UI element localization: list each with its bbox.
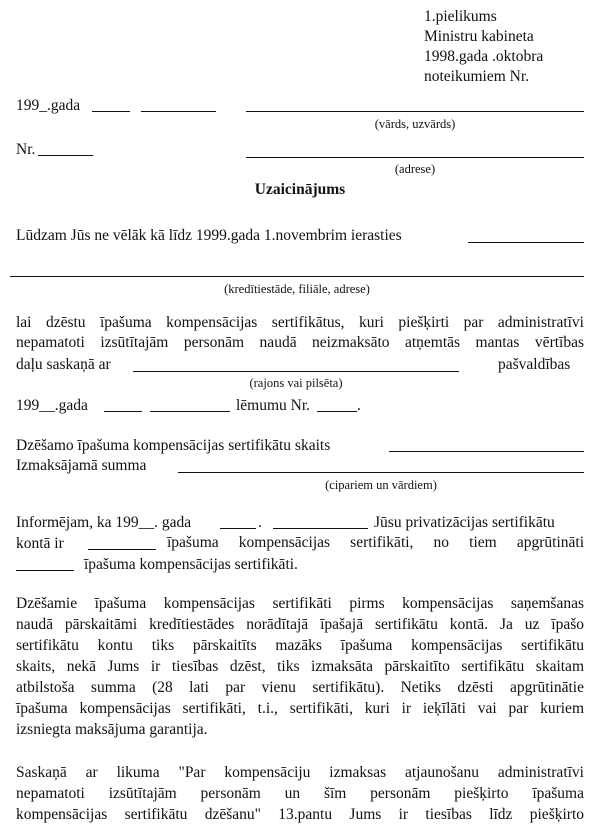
annex-line-3: 1998.gada .oktobra [424, 48, 544, 65]
nr-blank [38, 155, 93, 156]
decision-number-blank [317, 411, 357, 412]
law-line: Saskaņā ar likuma "Par kompensāciju izmaksas atjaunošanu administratīvi [16, 764, 584, 781]
date-day-blank [92, 111, 130, 112]
rules-line: skaits, nekā Jums ir tiesības dzēst, tiks izmaksāta pārskaitīto sertifikātu skaitam [16, 658, 584, 675]
name-field-line [246, 111, 584, 112]
info-month-blank [273, 528, 368, 529]
info-day-blank [220, 528, 256, 529]
nr-label: Nr. [16, 141, 36, 158]
rules-line: Dzēšamie īpašuma kompensācijas sertifikāti pirms kompensācijas saņemšanas [16, 595, 584, 612]
decision-day-blank [104, 411, 142, 412]
info-line-2-end: īpašuma kompensācijas sertifikāti, no tiem apgrūtināti [167, 534, 584, 551]
info-line-3-end: īpašuma kompensācijas sertifikāti. [84, 556, 298, 573]
rules-line: naudā pārskaitāmi kredītiestādes norādītajā īpašajā sertifikātu kontā. Ja uz īpašo [16, 616, 584, 633]
name-caption: (vārds, uzvārds) [374, 117, 456, 131]
address-field-line [246, 157, 584, 158]
decision-period: . [357, 397, 361, 414]
info-line-2-start: kontā ir [16, 535, 64, 552]
info-count-blank [88, 549, 156, 550]
info-line-1-end: Jūsu privatizācijas sertifikātu [374, 514, 555, 531]
decision-date-prefix: 199__.gada [16, 397, 88, 414]
info-period: . [258, 514, 262, 531]
rules-line: sertifikātu kontu tiks pārskaitīts mazāks īpašuma kompensācijas sertifikātu [16, 637, 584, 654]
address-caption: (adrese) [394, 162, 436, 176]
info-encumbered-blank [16, 570, 74, 571]
certificates-count-blank [389, 451, 584, 452]
intro-text: Lūdzam Jūs ne vēlāk kā līdz 1999.gada 1.novembrim ierasties [16, 227, 402, 244]
law-line: nepamatoti izsūtītajām personām un šīm personām piešķirto īpašuma [16, 785, 584, 802]
institution-field-line [10, 276, 584, 277]
institution-caption: (kredītiestāde, filiāle, adrese) [224, 282, 370, 296]
annex-line-1: 1.pielikums [424, 8, 497, 25]
purpose-line-2: nepamatoti izsūtītajām personām naudā neizmaksāto atņemtās mantas vērtības [16, 334, 584, 351]
purpose-line-3-start: daļu saskaņā ar [16, 356, 111, 373]
info-line-1-start: Informējam, ka 199__. gada [16, 514, 192, 531]
rules-line: atbilstoša summa (28 lati par vienu sertifikātu). Netiks dzēsti apgrūtinātie [16, 679, 584, 696]
sum-label: Izmaksājamā summa [16, 457, 147, 474]
decision-month-blank [150, 411, 230, 412]
date-month-blank [141, 111, 216, 112]
annex-line-2: Ministru kabineta [424, 28, 534, 45]
purpose-line-1: lai dzēstu īpašuma kompensācijas sertifikātus, kuri piešķirti par administratīvi [16, 314, 584, 331]
rules-last-line: izsniegta maksājuma garantija. [16, 721, 208, 738]
decision-label: lēmumu Nr. [236, 397, 311, 414]
intro-blank [468, 242, 584, 243]
purpose-line-3-end: pašvaldības [498, 356, 571, 373]
region-caption: (rajons vai pilsēta) [249, 376, 343, 390]
sum-field-line [178, 472, 584, 473]
date-prefix: 199_.gada [16, 97, 81, 114]
rules-line: īpašuma kompensācijas sertifikāti, t.i., sertifikāti, kuri ir ieķīlāti vai par kuriem [16, 700, 584, 717]
certificates-count-label: Dzēšamo īpašuma kompensācijas sertifikātu skaits [16, 437, 331, 454]
annex-line-4: noteikumiem Nr. [424, 68, 530, 85]
sum-caption: (cipariem un vārdiem) [325, 478, 437, 492]
document-title: Uzaicinājums [254, 181, 346, 198]
region-field-line [133, 371, 459, 372]
law-line: kompensācijas sertifikātu dzēšanu" 13.pantu Jums ir tiesības līdz piešķirto [16, 806, 584, 823]
